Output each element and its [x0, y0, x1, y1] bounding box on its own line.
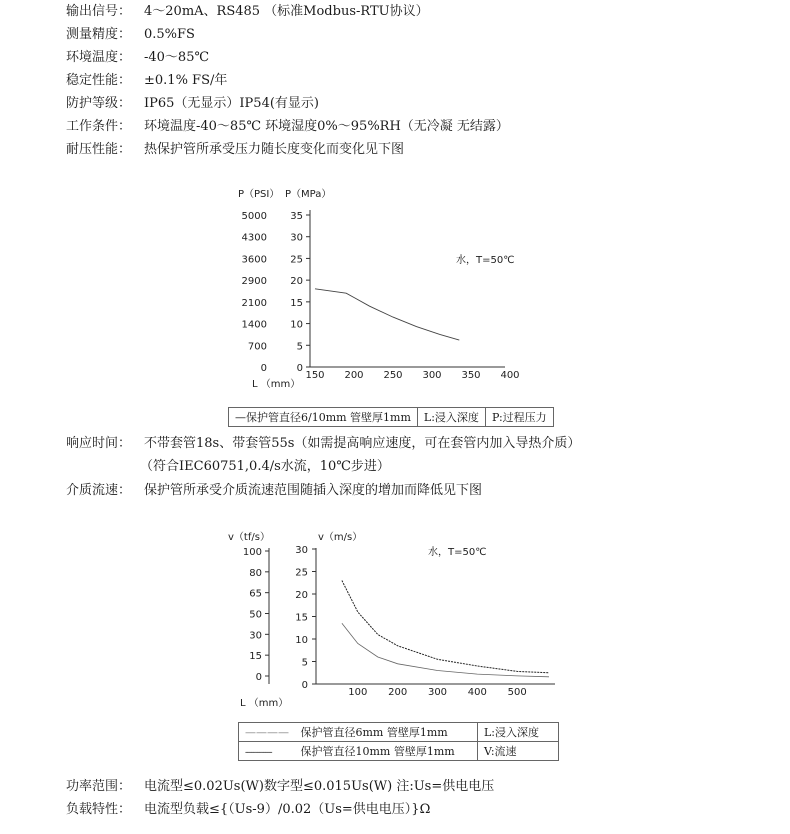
- chart2-ms-ticks: [295, 545, 316, 691]
- spec-output-signal: [66, 2, 429, 22]
- spec-pressure-resistance: [66, 140, 404, 160]
- spec-label: 负载特性：: [66, 802, 132, 817]
- chart2-legend-desc-6mm: 保护管直径6mm 管壁厚1mm: [300, 726, 448, 739]
- chart1-xlabel: L （mm）: [252, 379, 301, 390]
- spec-label: 工作条件：: [66, 119, 132, 134]
- spec-label: 防护等级：: [66, 96, 132, 111]
- spec-label: 稳定性能：: [66, 73, 132, 88]
- chart2-legend-desc-10mm: 保护管直径10mm 管壁厚1mm: [300, 745, 455, 758]
- spec-value: 热保护管所承受压力随长度变化而变化见下图: [144, 142, 405, 157]
- chart2-tfs-tick-label: 65: [249, 588, 262, 600]
- chart1-legend-l: L:浸入深度: [417, 408, 485, 427]
- chart1-psi-tick-label: 700: [247, 341, 267, 353]
- spec-value: IP65（无显示）IP54(有显示): [144, 96, 319, 111]
- spec-label: 环境温度：: [66, 50, 132, 65]
- chart2-ms-tick-label: 15: [295, 612, 308, 624]
- chart1-mpa-tick-label: 0: [296, 363, 303, 374]
- spec-stability: [66, 71, 227, 91]
- chart1-x-ticks: [305, 370, 519, 381]
- chart1-mpa-ticks: [290, 211, 310, 374]
- spec-ambient-temp: [66, 48, 209, 68]
- spec-value: 不带套管18s、带套管55s（如需提高响应速度，可在套管内加入导热介质）: [144, 436, 581, 451]
- chart2-ms-tick-label: 5: [301, 657, 308, 669]
- chart1-x-tick-label: 250: [383, 370, 403, 381]
- spec-value: 电流型≤0.02Us(W)数字型≤0.015Us(W) 注:Us=供电电压: [144, 779, 495, 794]
- chart2-x-tick-label: 400: [467, 687, 487, 698]
- chart2-series-6mm: [342, 623, 549, 677]
- chart1-psi-tick-label: 5000: [241, 211, 267, 222]
- chart2-ms-tick-label: 25: [295, 567, 308, 579]
- chart1-mpa-tick-label: 15: [290, 297, 303, 309]
- chart2-legend-row-1: [239, 723, 478, 742]
- chart1-psi-ticks: [242, 211, 267, 374]
- chart1-mpa-tick-label: 10: [290, 319, 303, 331]
- spec-value: -40～85℃: [144, 50, 210, 65]
- chart2-legend-sample-thin: ————: [245, 726, 289, 739]
- chart2-ms-tick-label: 30: [295, 545, 308, 556]
- chart1-x-tick-label: 150: [305, 370, 325, 381]
- chart2-legend-l: L:浸入深度: [478, 723, 559, 742]
- chart2-tfs-tick-label: 15: [249, 651, 262, 663]
- chart2-tfs-ticks: [243, 547, 269, 683]
- spec-label: 响应时间：: [66, 436, 132, 451]
- chart2-annotation: 水，T=50℃: [428, 547, 487, 558]
- chart1-psi-tick-label: 1400: [241, 319, 267, 331]
- chart2-x-tick-label: 300: [427, 687, 448, 698]
- chart1-mpa-tick-label: 20: [290, 276, 303, 288]
- chart1-mpa-tick-label: 30: [290, 232, 303, 244]
- spec-label: 输出信号：: [66, 4, 132, 19]
- chart1-legend-p: P:过程压力: [485, 408, 553, 427]
- chart2-tfs-tick-label: 50: [249, 609, 262, 621]
- chart1-x-tick-label: 400: [500, 370, 520, 381]
- spec-value: 保护管所承受介质流速范围随插入深度的增加而降低见下图: [144, 483, 483, 498]
- chart2-legend-sample-dashed: -------------: [245, 748, 272, 758]
- chart1-legend: [228, 407, 554, 427]
- spec-power-range: [66, 777, 494, 797]
- chart1-mpa-tick-label: 5: [296, 341, 303, 353]
- spec-label: 测量精度：: [66, 27, 132, 42]
- chart1-ylabel-left: P（PSI）: [238, 189, 280, 200]
- chart2-ms-tick-label: 10: [295, 635, 308, 646]
- chart2-tfs-tick-label: 30: [249, 630, 262, 642]
- chart2-x-tick-label: 500: [507, 687, 527, 698]
- chart1-x-tick-label: 200: [344, 370, 364, 381]
- chart1-annotation: 水，T=50℃: [456, 255, 515, 266]
- chart1-mpa-tick-label: 25: [290, 254, 303, 266]
- chart2-ms-tick-label: 20: [295, 590, 308, 601]
- chart2-xlabel: L （mm）: [240, 698, 289, 709]
- spec-protection: [66, 94, 319, 114]
- chart2-legend-row-2: [239, 742, 478, 761]
- spec-value: 电流型负载≤{（Us-9）/0.02（Us=供电电压）}Ω: [144, 802, 431, 817]
- spec-response-time: [66, 434, 580, 454]
- chart1-x-tick-label: 300: [422, 370, 442, 381]
- spec-accuracy: [66, 25, 195, 45]
- chart1-psi-tick-label: 0: [260, 363, 267, 374]
- chart1-x-tick-label: 350: [461, 370, 481, 381]
- chart1-series-line: [315, 289, 459, 340]
- spec-load-characteristic: [66, 800, 430, 820]
- spec-value: 0.5%FS: [144, 27, 195, 42]
- spec-label: 耐压性能：: [66, 142, 132, 157]
- spec-value: 4～20mA、RS485 （标准Modbus-RTU协议）: [144, 4, 429, 19]
- chart1-psi-tick-label: 2100: [241, 297, 267, 309]
- chart1-psi-tick-label: 2900: [241, 276, 267, 288]
- chart1-psi-tick-label: 3600: [241, 254, 267, 266]
- spec-response-note: （符合IEC60751,0.4/s水流，10℃步进）: [140, 459, 390, 474]
- chart2-x-tick-label: 100: [348, 687, 368, 698]
- spec-value: ±0.1% FS/年: [144, 73, 228, 88]
- chart2-x-tick-label: 200: [388, 687, 408, 698]
- chart2-ylabel-right: v（m/s）: [318, 532, 363, 543]
- chart2-legend: [238, 722, 559, 761]
- spec-label: 介质流速：: [66, 483, 132, 498]
- chart2-x-ticks: [348, 687, 526, 698]
- chart2-tfs-tick-label: 100: [242, 547, 262, 558]
- chart2-ylabel-left: v（tf/s）: [228, 532, 270, 543]
- chart2-series-10mm: [342, 581, 549, 673]
- chart2-tfs-tick-label: 80: [249, 567, 262, 579]
- chart2-tfs-tick-label: 0: [255, 672, 262, 683]
- spec-flow-rate: [66, 481, 482, 501]
- spec-working-conditions: [66, 117, 509, 137]
- chart1-ylabel-right: P（MPa）: [285, 189, 332, 200]
- spec-label: 功率范围：: [66, 779, 132, 794]
- chart1-legend-series: —保护管直径6/10mm 管壁厚1mm: [229, 408, 418, 427]
- chart2-legend-v: V:流速: [478, 742, 559, 761]
- chart1-mpa-tick-label: 35: [290, 211, 303, 222]
- chart2-ms-tick-label: 0: [301, 680, 308, 691]
- spec-value: 环境温度-40～85℃ 环境湿度0%～95%RH（无冷凝 无结露）: [144, 119, 509, 134]
- chart1-psi-tick-label: 4300: [241, 232, 267, 244]
